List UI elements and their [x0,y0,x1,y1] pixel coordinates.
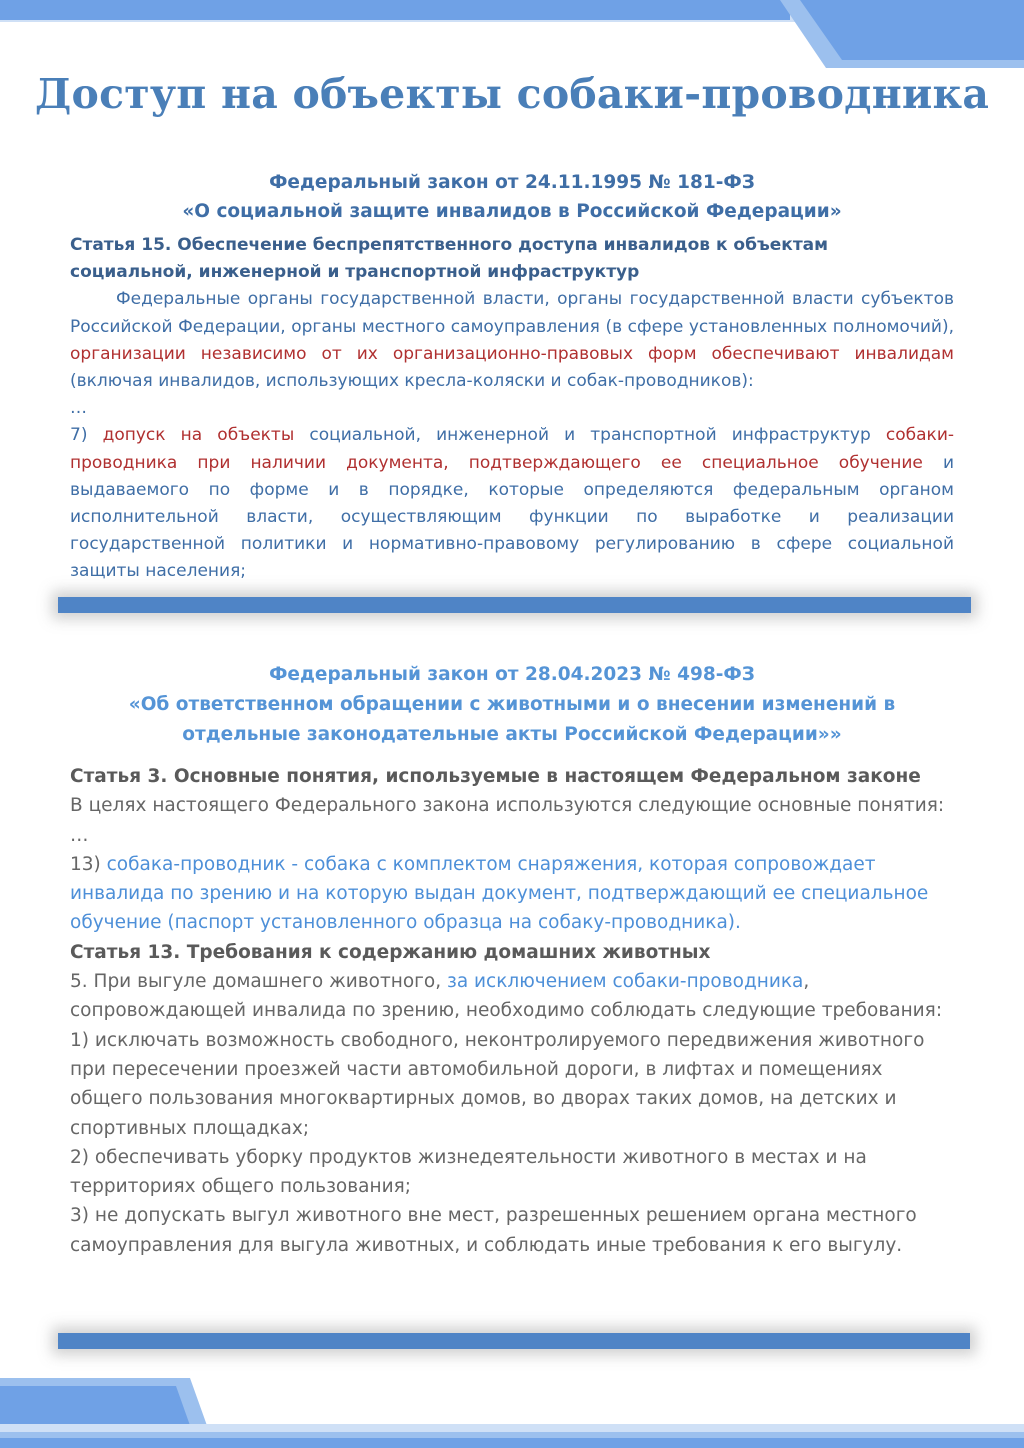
law2-point5-text: 5. При выгуле домашнего животного, [70,971,447,993]
law1-para-text: Федеральные органы государственной власти, органы государственной власти субъектов Российской Федерации, органы местного самоуправления (в сфере установленных полномочий), [70,289,954,337]
law1-item7-highlight2: собаки-проводника при наличии документа, подтверждающего ее специальное обучение [70,425,955,473]
law2-article3-intro: В целях настоящего Федерального закона используются следующие основные понятия: [70,795,945,817]
law2-ellipsis: … [70,824,89,846]
law1-article-heading: Статья 15. Обеспечение беспрепятственного доступа инвалидов к объектам социальной, инженерной и транспортной инфраструктур [70,235,829,283]
law1-item7-text: социальной, инженерной и транспортной инфраструктур [294,425,886,446]
law2-header [40,660,984,750]
bottom-divider-bar [58,1333,970,1349]
law2-title-line2: «Об ответственном обращении с животными и о внесении изменений в [128,694,896,715]
law2-article3-heading: Статья 3. Основные понятия, используемые в настоящем Федеральном законе [70,766,921,787]
law1-title-line2: «О социальной защите инвалидов в Российской Федерации» [182,201,842,222]
law2-item13-number: 13) [70,853,107,875]
law2-requirement-3: 3) не допускать выгул животного вне мест, разрешенных решением органа местного самоуправления для выгула животных, и соблюдать иные требования к его выгулу. [70,1205,917,1256]
law1-body [70,232,954,586]
law2-requirement-1: 1) исключать возможность свободного, неконтролируемого передвижения животного при пересечении проезжей части автомобильной дороги, в лифтах и помещениях общего пользования многоквартирных домов, во дворах таких домов, на детских и спортивных площадках; [70,1029,925,1139]
law2-point5-highlight: за исключением собаки-проводника [446,971,804,993]
law2-point5-text-end: , сопровождающей инвалида по зрению, необходимо соблюдать следующие требования: [70,971,943,1022]
law2-requirement-2: 2) обеспечивать уборку продуктов жизнедеятельности животного в местах и на территориях общего пользования; [70,1146,867,1198]
law2-title-line1: Федеральный закон от 28.04.2023 № 498-ФЗ [269,664,755,685]
law2-item13-definition: собака-проводник - собака с комплектом снаряжения, которая сопровождает инвалида по зрению и на которую выдан документ, подтверждающий ее специальное обучение (паспорт установленного образца на собаку-проводника). [70,853,929,934]
law2-title-line3: отдельные законодательные акты Российской Федерации»» [182,724,842,745]
law1-item7-number: 7) [70,425,103,446]
law1-paragraph [70,286,954,395]
law1-item7 [70,422,954,585]
top-decoration [0,0,1024,70]
law1-ellipsis: … [70,398,87,419]
section-divider-bar [58,597,971,613]
law2-body [70,762,960,1260]
law1-item7-text-end: и выдаваемого по форме и в порядке, которые определяются федеральным органом исполнительной власти, осуществляющим функции по выработке и реализации государственной политики и нормативно-правовому регулированию в сфере социальной защиты населения; [70,452,955,582]
page-title: Доступ на объекты собаки-проводника [34,70,990,118]
law1-item7-highlight1: допуск на объекты [102,425,295,446]
law2-point5 [70,967,960,1026]
law2-item13 [70,850,960,938]
law1-header [40,168,984,226]
law2-article13-heading: Статья 13. Требования к содержанию домашних животных [70,941,711,963]
law1-para-highlight: организации независимо от их организационно-правовых форм обеспечивают инвалидам [70,343,954,364]
law1-para-text-end: (включая инвалидов, использующих кресла-коляски и собак-проводников): [70,371,754,392]
law1-title-line1: Федеральный закон от 24.11.1995 № 181-ФЗ [269,172,755,193]
bottom-decoration [0,1378,1024,1448]
